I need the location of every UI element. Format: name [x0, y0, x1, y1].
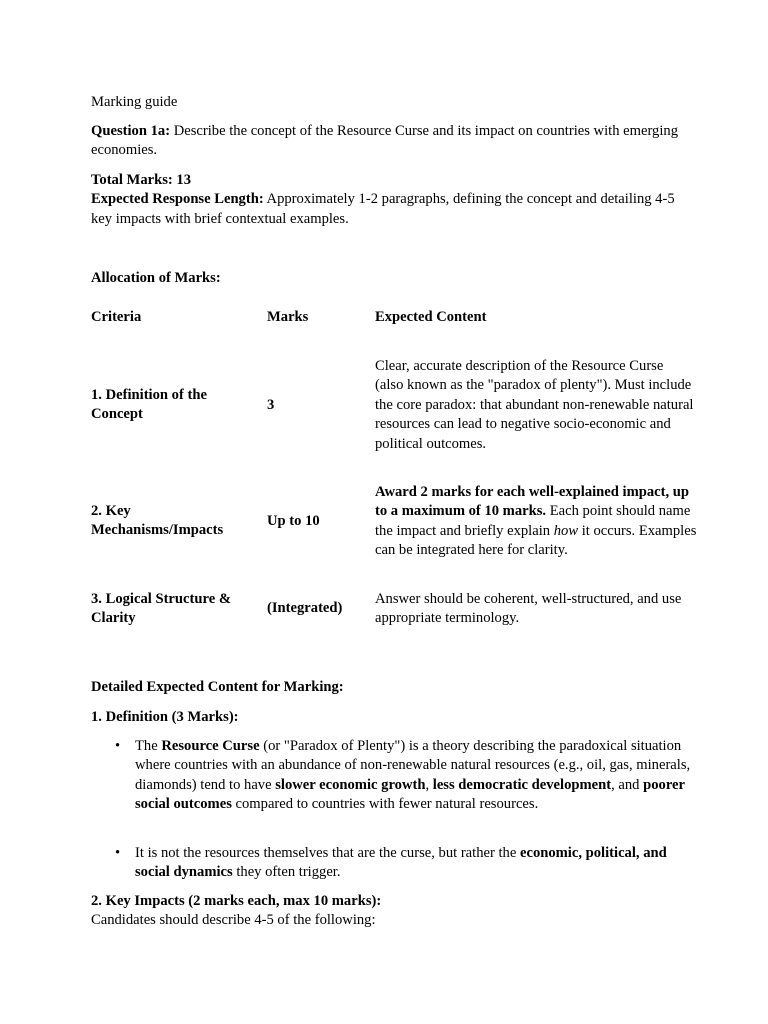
definition-heading: 1. Definition (3 Marks): [91, 709, 239, 725]
table-row-3-criteria: 3. Logical Structure & Clarity [91, 591, 231, 627]
allocation-heading: Allocation of Marks: [91, 270, 221, 286]
document-title: Marking guide [91, 94, 178, 110]
question-1a [91, 122, 681, 161]
table-row-3-marks: (Integrated) [267, 600, 343, 616]
table-header-expected-content: Expected Content [375, 309, 487, 325]
response-length-label: Expected Response Length: [91, 191, 264, 208]
total-marks: Total Marks: 13 [91, 172, 191, 188]
table-header-criteria: Criteria [91, 309, 142, 325]
response-length-text: Approximately 1-2 paragraphs, defining the concept and detailing 4-5 key impacts with brief contextual examples. [91, 191, 675, 227]
table-row-1-marks: 3 [267, 397, 275, 413]
key-impacts-heading: 2. Key Impacts (2 marks each, max 10 marks): [91, 893, 382, 909]
question-text: Describe the concept of the Resource Curse and its impact on countries with emerging economies. [91, 123, 678, 159]
detailed-content-heading: Detailed Expected Content for Marking: [91, 679, 344, 695]
key-impacts-section [91, 892, 691, 931]
table-row-1-expected-content: Clear, accurate description of the Resource Curse (also known as the "paradox of plenty"). Must include the core paradox: that abundant non-renewable natural resources can lead to negative socio-economic and political outcomes. [375, 358, 694, 452]
list-item-text: It is not the resources themselves that are the curse, but rather the economic, political, and social dynamics they often trigger. [135, 845, 667, 881]
table-row-2-marks: Up to 10 [267, 513, 320, 529]
bullet-icon: • [115, 845, 121, 861]
table-row-2-expected-content: Award 2 marks for each well-explained impact, up to a maximum of 10 marks. Each point should name the impact and briefly explain how it occurs. Examples can be integrated here for clarity. [375, 484, 697, 559]
key-impacts-intro: Candidates should describe 4-5 of the following: [91, 912, 376, 929]
list-item-text: The Resource Curse (or "Paradox of Plenty") is a theory describing the paradoxical situation where countries with an abundance of non-renewable natural resources (e.g., oil, gas, minerals, diamonds) tend to have slower economic growth, less democratic development, and poorer social outcomes compared to countries with fewer natural resources. [135, 738, 691, 813]
marks-summary [91, 171, 691, 229]
response-length [91, 190, 691, 229]
table-row-2-criteria: 2. Key Mechanisms/Impacts [91, 503, 224, 539]
table-row-3-expected-content: Answer should be coherent, well-structured, and use appropriate terminology. [375, 591, 682, 627]
table-row-1-criteria: 1. Definition of the Concept [91, 387, 207, 423]
question-label: Question 1a: [91, 123, 171, 139]
table-header-marks: Marks [267, 309, 309, 325]
bullet-icon: • [115, 738, 121, 754]
